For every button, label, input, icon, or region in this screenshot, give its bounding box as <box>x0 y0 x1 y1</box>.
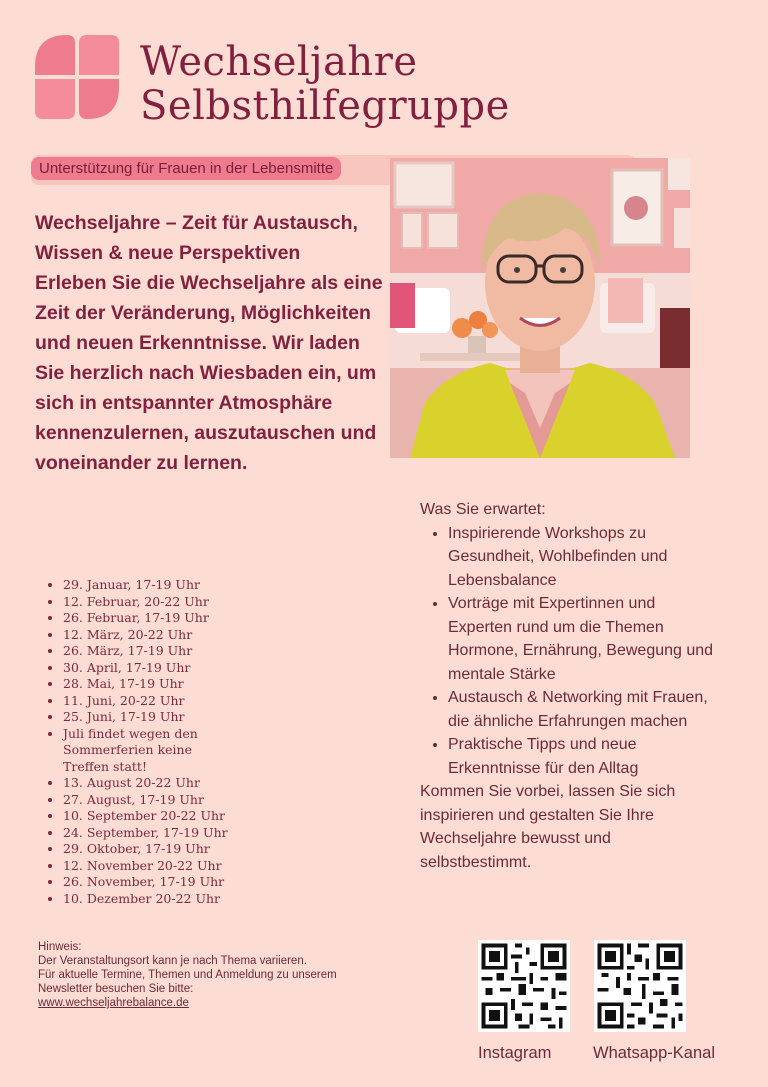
qr-code-icon[interactable] <box>594 940 686 1032</box>
date-item: • 27. August, 17-19 Uhr <box>63 792 273 809</box>
hint-label: Hinweis: <box>38 941 82 953</box>
four-petal-logo-icon <box>35 35 119 119</box>
expect-item: • Inspirierende Workshops zu Gesundheit, Wohlbefinden und Lebensbalance <box>448 522 720 593</box>
date-item: • 10. Dezember 20-22 Uhr <box>63 891 273 908</box>
expect-list <box>420 522 720 781</box>
date-item: • 13. August 20-22 Uhr <box>63 775 273 792</box>
hint-line-2: Für aktuelle Termine, Themen und Anmeldung zu unserem Newsletter besuchen Sie bitte: <box>38 969 337 995</box>
portrait-photo <box>390 158 690 458</box>
intro-body: Erleben Sie die Wechseljahre als eine Zeit der Veränderung, Möglichkeiten und neuen Erkenntnisse. Wir laden Sie herzlich nach Wiesbaden ein, um sich in entspannter Atmosphäre kennenzulernen, auszutauschen und voneinander zu lernen. <box>35 272 383 474</box>
hint-note <box>38 940 338 1010</box>
intro-heading: Wechseljahre – Zeit für Austausch, Wissen & neue Perspektiven <box>35 212 358 264</box>
date-item: • 11. Juni, 20-22 Uhr <box>63 693 273 710</box>
expect-closing: Kommen Sie vorbei, lassen Sie sich inspirieren und gestalten Sie Ihre Wechseljahre bewusst und selbstbestimmt. <box>420 783 676 871</box>
qr-code-icon[interactable] <box>478 940 570 1032</box>
date-item: • 12. Februar, 20-22 Uhr <box>63 594 273 611</box>
expect-section <box>420 498 720 874</box>
date-item: • 24. September, 17-19 Uhr <box>63 825 273 842</box>
expect-item: • Vorträge mit Expertinnen und Experten rund um die Themen Hormone, Ernährung, Bewegung und mentale Stärke <box>448 592 720 686</box>
expect-heading: Was Sie erwartet: <box>420 501 546 518</box>
qr-label-whatsapp: Whatsapp-Kanal <box>593 1044 715 1062</box>
date-item: • 29. Oktober, 17-19 Uhr <box>63 841 273 858</box>
date-item: • 12. November 20-22 Uhr <box>63 858 273 875</box>
date-item: • 28. Mai, 17-19 Uhr <box>63 676 273 693</box>
intro-text <box>35 208 385 478</box>
title-line-2: Selbsthilfegruppe <box>140 83 510 129</box>
hint-line-1: Der Veranstaltungsort kann je nach Thema variieren. <box>38 955 307 967</box>
subtitle-badge: Unterstützung für Frauen in der Lebensmitte <box>31 157 341 180</box>
expect-item: • Praktische Tipps und neue Erkenntnisse für den Alltag <box>448 733 720 780</box>
website-link[interactable]: www.wechseljahrebalance.de <box>38 997 189 1009</box>
date-item: • 26. Februar, 17-19 Uhr <box>63 610 273 627</box>
date-item: • 12. März, 20-22 Uhr <box>63 627 273 644</box>
date-item: • 30. April, 17-19 Uhr <box>63 660 273 677</box>
expect-item: • Austausch & Networking mit Frauen, die ähnliche Erfahrungen machen <box>448 686 720 733</box>
qr-label-instagram: Instagram <box>478 1044 552 1062</box>
date-item: • 26. November, 17-19 Uhr <box>63 874 273 891</box>
date-item: • 10. September 20-22 Uhr <box>63 808 273 825</box>
date-item: • 29. Januar, 17-19 Uhr <box>63 577 273 594</box>
date-item-july-note: • Juli findet wegen den Sommerferien keine Treffen statt! <box>63 726 213 776</box>
page-title <box>140 40 510 128</box>
title-line-1: Wechseljahre <box>140 39 418 85</box>
date-item: • 25. Juni, 17-19 Uhr <box>63 709 273 726</box>
dates-list <box>45 577 273 907</box>
date-item: • 26. März, 17-19 Uhr <box>63 643 273 660</box>
